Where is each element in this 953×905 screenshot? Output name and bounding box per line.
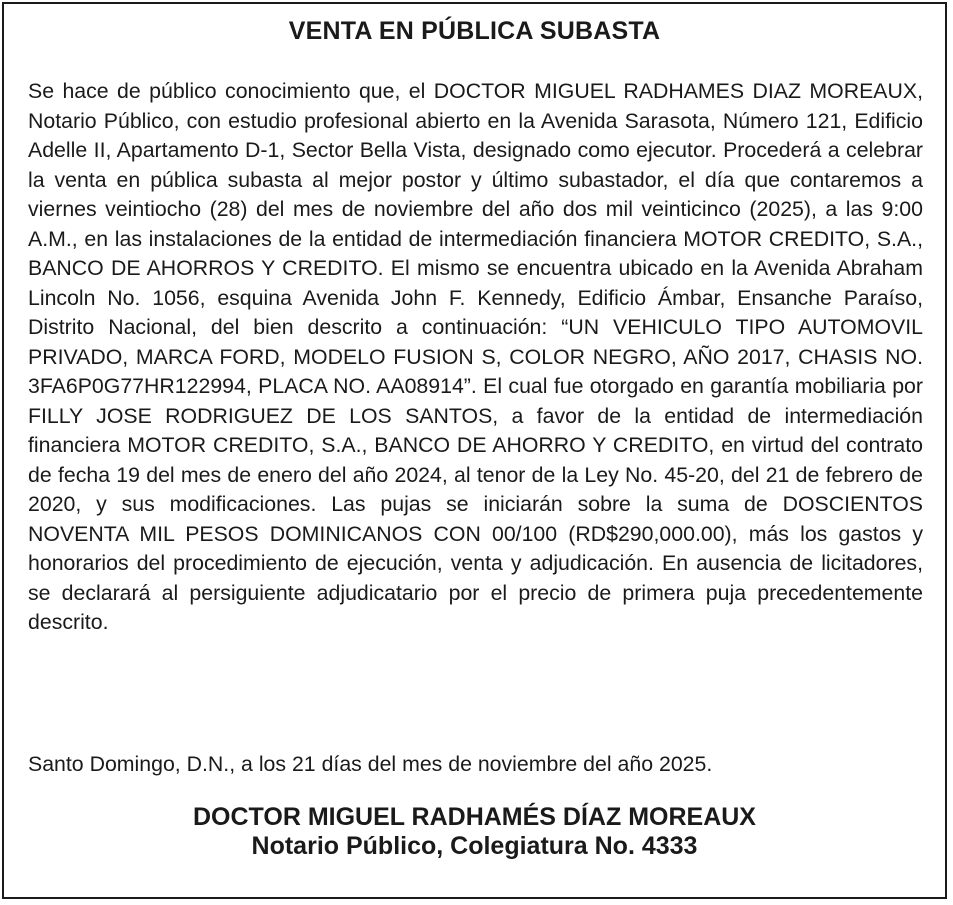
- signature-title: Notario Público, Colegiatura No. 4333: [251, 832, 698, 860]
- notice-dateline: Santo Domingo, D.N., a los 21 días del mes de noviembre del año 2025.: [28, 752, 713, 776]
- notice-title: VENTA EN PÚBLICA SUBASTA: [288, 17, 661, 45]
- notice-body: Se hace de público conocimiento que, el DOCTOR MIGUEL RADHAMES DIAZ MOREAUX, Notario Público, con estudio profesional abierto en la Avenida Sarasota, Número 121, Edificio Adelle II, Apartamento D-1, Sector Bella Vista, designado como ejecutor. Procederá a celebrar la venta en pública subasta al mejor postor y último subastador, el día que contaremos a viernes veintiocho (28) del mes de noviembre del año dos mil veinticinco (2025), a las 9:00 A.M., en las instalaciones de la entidad de intermediación financiera MOTOR CREDITO, S.A., BANCO DE AHORROS Y CREDITO. El mismo se encuentra ubicado en la Avenida Abraham Lincoln No. 1056, esquina Avenida John F. Kennedy, Edificio Ámbar, Ensanche Paraíso, Distrito Nacional, del bien descrito a continuación: “UN VEHICULO TIPO AUTOMOVIL PRIVADO, MARCA FORD, MODELO FUSION S, COLOR NEGRO, AÑO 2017, CHASIS NO. 3FA6P0G77HR122994, PLACA NO. AA08914”. El cual fue otorgado en garantía mobiliaria por FILLY JOSE RODRIGUEZ DE LOS SANTOS, a favor de la entidad de intermediación financiera MOTOR CREDITO, S.A., BANCO DE AHORRO Y CREDITO, en virtud del contrato de fecha 19 del mes de enero del año 2024, al tenor de la Ley No. 45-20, del 21 de febrero de 2020, y sus modificaciones. Las pujas se iniciarán sobre la suma de DOSCIENTOS NOVENTA MIL PESOS DOMINICANOS CON 00/100 (RD$290,000.00), más los gastos y honorarios del procedimiento de ejecución, venta y adjudicación. En ausencia de licitadores, se declarará al persiguiente adjudicatario por el precio de primera puja precedentemente descrito.: [28, 79, 923, 634]
- legal-notice: [2, 2, 947, 899]
- signature-name: DOCTOR MIGUEL RADHAMÉS DÍAZ MOREAUX: [193, 803, 756, 831]
